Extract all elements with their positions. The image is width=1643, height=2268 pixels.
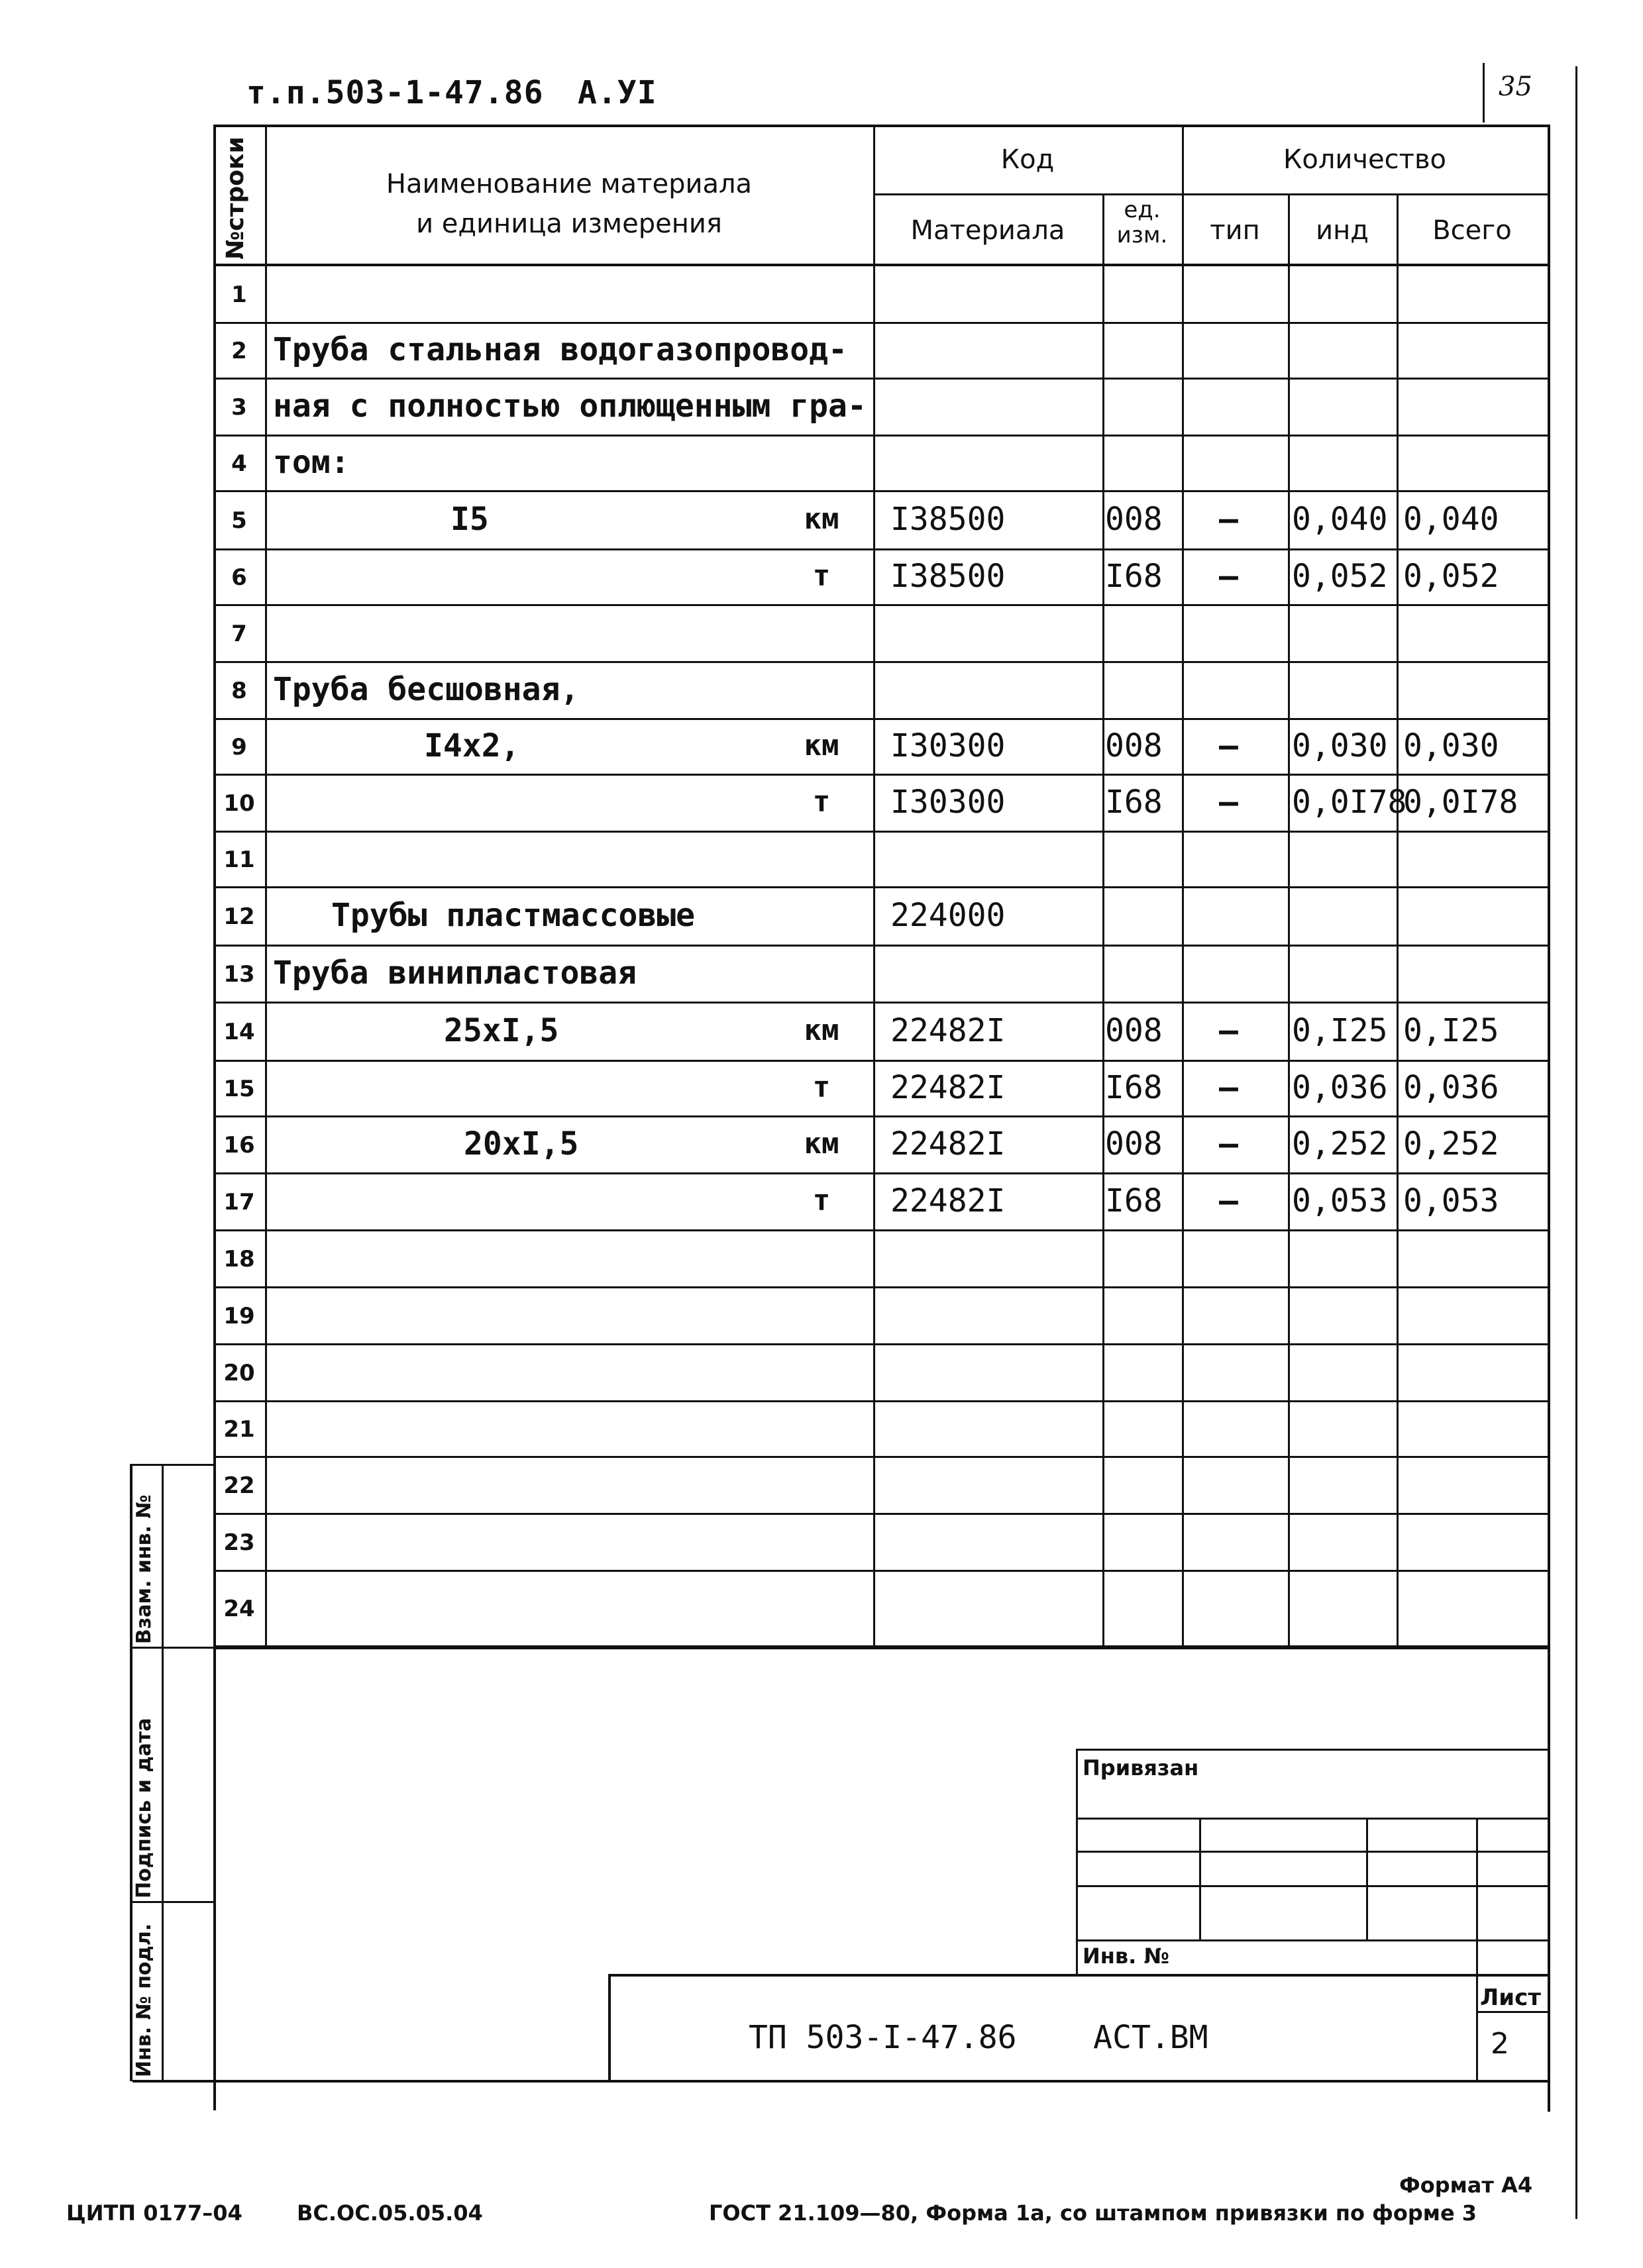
row-number: 12 [223, 903, 255, 930]
quantity-type: – [1219, 1182, 1238, 1219]
row-divider [213, 1060, 1549, 1062]
unit-of-measure: км [804, 729, 839, 762]
unit-of-measure: т [812, 1184, 831, 1217]
row-divider [213, 378, 1549, 380]
quantity-individual: 0,0I78 [1292, 784, 1407, 821]
sheet-label: Лист [1480, 1984, 1541, 2011]
row-number: 5 [231, 507, 247, 534]
material-code: I38500 [890, 501, 1006, 538]
header-total: Всего [1432, 215, 1512, 246]
unit-code: I68 [1105, 1182, 1163, 1219]
row-divider [213, 435, 1549, 437]
row-divider [213, 1229, 1549, 1231]
row-divider [213, 1570, 1549, 1572]
quantity-total: 0,053 [1403, 1182, 1499, 1219]
header-material-name: Наименование материала и единица измерения [386, 169, 753, 239]
unit-code: 008 [1105, 501, 1163, 538]
quantity-individual: 0,040 [1292, 501, 1388, 538]
row-number: 6 [231, 564, 247, 591]
row-number: 3 [231, 394, 247, 421]
unit-of-measure: т [812, 1070, 831, 1104]
unit-of-measure: т [812, 785, 831, 819]
quantity-total: 0,036 [1403, 1069, 1499, 1106]
quantity-total: 0,I25 [1403, 1012, 1499, 1049]
row-number: 21 [223, 1416, 255, 1443]
row-divider [213, 322, 1549, 324]
row-divider [213, 548, 1549, 550]
row-number: 23 [223, 1529, 255, 1556]
unit-code: 008 [1105, 727, 1163, 764]
unit-code: 008 [1105, 1012, 1163, 1049]
side-stamp-signature-date: Подпись и дата [132, 1718, 156, 1898]
header-quantity: Количество [1283, 144, 1446, 175]
material-name: I5 [450, 501, 489, 538]
row-divider [213, 1286, 1549, 1288]
header-type: тип [1210, 215, 1260, 246]
table-bottom-border [213, 1647, 1550, 1649]
footer-series-code: ВС.ОС.05.05.04 [297, 2200, 483, 2226]
quantity-individual: 0,036 [1292, 1069, 1388, 1106]
row-number: 8 [231, 678, 247, 704]
row-divider [213, 1115, 1549, 1117]
quantity-total: 0,252 [1403, 1125, 1499, 1162]
material-name: 20xI,5 [464, 1125, 579, 1162]
row-number: 16 [223, 1132, 255, 1159]
unit-of-measure: км [804, 1127, 839, 1160]
row-number: 14 [223, 1019, 255, 1045]
footer-format: Формат А4 [1399, 2173, 1533, 2198]
quantity-type: – [1219, 1012, 1238, 1049]
header-row-number: №строки [222, 136, 249, 260]
quantity-total: 0,052 [1403, 558, 1499, 595]
quantity-type: – [1219, 1069, 1238, 1106]
unit-code: 008 [1105, 1125, 1163, 1162]
header-unit-code: ед. изм. [1116, 197, 1168, 248]
quantity-type: – [1219, 558, 1238, 595]
material-name: Труба стальная водогазопровод- [273, 331, 847, 368]
side-stamp-original-inventory: Инв. № подл. [132, 1923, 156, 2077]
header-code: Код [1000, 144, 1055, 175]
quantity-type: – [1219, 1125, 1238, 1162]
material-code: 22482I [890, 1012, 1006, 1049]
row-number: 11 [223, 847, 255, 873]
title-block-top [608, 1974, 1549, 1977]
row-number: 10 [223, 790, 255, 817]
unit-of-measure: км [804, 502, 839, 536]
row-divider [213, 718, 1549, 720]
row-number: 22 [223, 1472, 255, 1499]
unit-code: I68 [1105, 1069, 1163, 1106]
side-stamp-replacement-inventory: Взам. инв. № [132, 1494, 156, 1644]
material-code: 224000 [890, 897, 1006, 934]
header-individual: инд [1316, 215, 1369, 246]
material-name: том: [273, 444, 350, 481]
quantity-type: – [1219, 784, 1238, 821]
album-code: А.УI [578, 74, 657, 111]
material-name: Труба бесшовная, [273, 671, 580, 708]
quantity-individual: 0,052 [1292, 558, 1388, 595]
quantity-total: 0,040 [1403, 501, 1499, 538]
quantity-individual: 0,053 [1292, 1182, 1388, 1219]
row-divider [213, 886, 1549, 888]
quantity-individual: 0,030 [1292, 727, 1388, 764]
row-divider [213, 490, 1549, 492]
unit-of-measure: км [804, 1013, 839, 1047]
material-code: 22482I [890, 1182, 1006, 1219]
document-title: ТП 503-I-47.86 АСТ.ВМ [749, 2019, 1208, 2056]
material-code: I38500 [890, 558, 1006, 595]
row-divider [213, 1513, 1549, 1515]
document-reference: т.п.503-1-47.86 [246, 74, 544, 111]
row-number: 24 [223, 1596, 255, 1622]
row-divider [213, 1172, 1549, 1174]
material-code: I30300 [890, 784, 1006, 821]
material-name: Трубы пластмассовые [331, 897, 696, 934]
row-number: 9 [231, 734, 247, 760]
footer-gost-note: ГОСТ 21.109—80, Форма 1а, со штампом привязки по форме 3 [709, 2200, 1477, 2226]
material-code: 22482I [890, 1069, 1006, 1106]
row-divider [213, 831, 1549, 833]
stamp-inventory-label: Инв. № [1083, 1943, 1169, 1969]
quantity-type: – [1219, 501, 1238, 538]
row-divider [213, 945, 1549, 947]
stamp-bound-label: Привязан [1083, 1755, 1199, 1780]
quantity-total: 0,030 [1403, 727, 1499, 764]
unit-code: I68 [1105, 558, 1163, 595]
material-name: Труба винипластовая [273, 954, 637, 992]
material-name: I4x2, [424, 727, 520, 764]
row-number: 19 [223, 1303, 255, 1329]
footer-print-code: ЦИТП 0177–04 [66, 2200, 242, 2226]
material-name: ная с полностью оплющенным гра- [273, 387, 867, 425]
frame-bottom-border [132, 2080, 1550, 2083]
row-divider [213, 661, 1549, 663]
material-code: I30300 [890, 727, 1006, 764]
row-divider [213, 1343, 1549, 1345]
quantity-type: – [1219, 727, 1238, 764]
row-number: 18 [223, 1246, 255, 1272]
unit-code: I68 [1105, 784, 1163, 821]
quantity-individual: 0,I25 [1292, 1012, 1388, 1049]
material-name: 25xI,5 [444, 1012, 559, 1049]
quantity-individual: 0,252 [1292, 1125, 1388, 1162]
row-number: 4 [231, 450, 247, 477]
row-number: 17 [223, 1189, 255, 1215]
sheet-number: 2 [1491, 2027, 1509, 2061]
unit-of-measure: т [812, 559, 831, 593]
row-number: 1 [231, 282, 247, 308]
row-number: 13 [223, 961, 255, 988]
page-number-divider [1483, 63, 1485, 123]
row-divider [213, 1400, 1549, 1402]
row-number: 2 [231, 338, 247, 364]
row-divider [213, 1002, 1549, 1004]
row-divider [213, 774, 1549, 776]
row-divider [213, 1456, 1549, 1458]
quantity-total: 0,0I78 [1403, 784, 1518, 821]
row-number: 7 [231, 621, 247, 647]
material-code: 22482I [890, 1125, 1006, 1162]
page-number: 35 [1499, 72, 1532, 102]
header-material-code: Материала [910, 215, 1065, 246]
page-right-edge [1575, 66, 1577, 2219]
row-divider [213, 604, 1549, 606]
row-number: 15 [223, 1076, 255, 1102]
row-number: 20 [223, 1360, 255, 1386]
